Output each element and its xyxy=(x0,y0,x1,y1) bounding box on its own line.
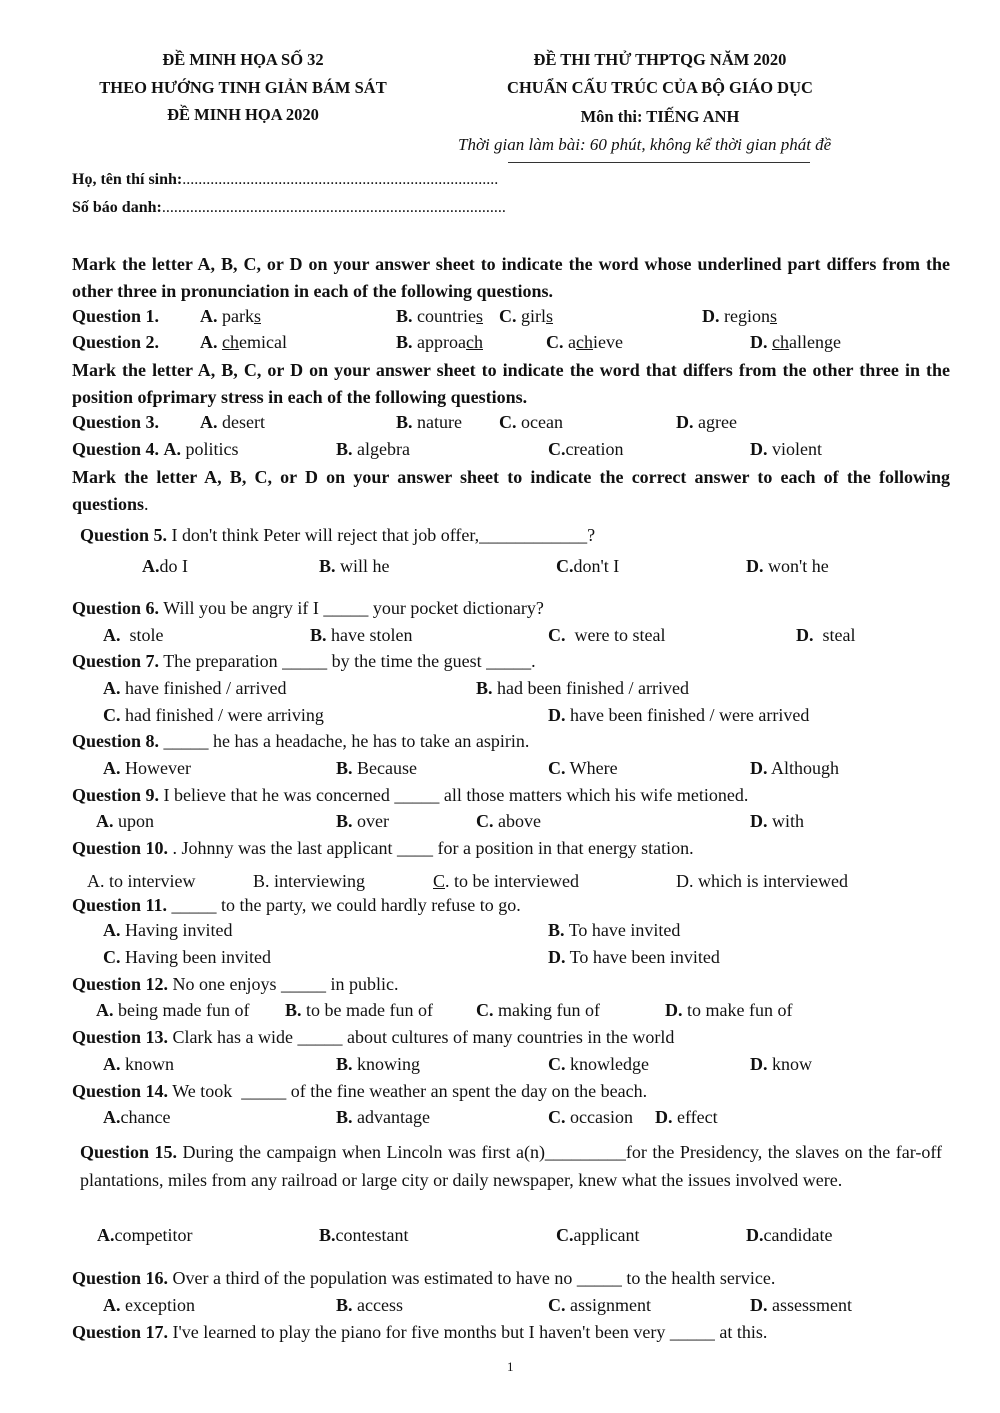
q1-label: Question 1. xyxy=(72,306,160,326)
q12-option-c: C. making fun of xyxy=(476,1000,600,1020)
q3-option-b: B. nature xyxy=(396,412,462,432)
q11-stem: Question 11. _____ to the party, we could hardly refuse to go. xyxy=(72,895,521,915)
q9-option-c: C. above xyxy=(476,811,541,831)
q6-option-c: C. were to steal xyxy=(548,625,666,645)
q12-option-a: A. being made fun of xyxy=(96,1000,250,1020)
page-number: 1 xyxy=(507,1359,514,1374)
q7-option-d: D. have been finished / were arrived xyxy=(548,705,810,725)
header-left-line1: ĐỀ MINH HỌA SỐ 32 xyxy=(162,50,324,69)
header-right-line3: Môn thi: TIẾNG ANH xyxy=(580,107,740,126)
header-divider xyxy=(508,162,810,163)
candidate-id-label: Số báo danh: xyxy=(72,199,162,216)
q3-label: Question 3. xyxy=(72,412,160,432)
q1-option-d: D. regions xyxy=(702,306,777,326)
q16-option-b: B. access xyxy=(336,1295,403,1315)
q2-option-a: A. chemical xyxy=(200,332,287,352)
q8-stem: Question 8. _____ he has a headache, he has to take an aspirin. xyxy=(72,731,530,751)
q16-stem: Question 16. Over a third of the population was estimated to have no _____ to the health service. xyxy=(72,1268,776,1288)
q8-option-c: C. Where xyxy=(548,758,618,778)
q6-option-d: D. steal xyxy=(796,625,856,645)
q2-option-d: D. challenge xyxy=(750,332,841,352)
header-right-line2: CHUẨN CẤU TRÚC CỦA BỘ GIÁO DỤC xyxy=(507,78,813,97)
q11-option-b: B. To have invited xyxy=(548,920,681,940)
q8-option-b: B. Because xyxy=(336,758,417,778)
q4-option-d: D. violent xyxy=(750,439,822,459)
q10-option-c: C. to be interviewed xyxy=(433,871,579,891)
q4-label-and-a: Question 4. A. politics xyxy=(72,439,239,459)
candidate-name-field: ............................................................................... xyxy=(182,171,499,188)
section-2-instruction: Mark the letter A, B, C, or D on your answer sheet to indicate the word that differs from the other three in the position ofprimary stress in each of the following questions. xyxy=(72,360,950,407)
q1-option-b: B. countries xyxy=(396,306,484,326)
q12-option-d: D. to make fun of xyxy=(665,1000,793,1020)
candidate-name-line xyxy=(72,171,498,189)
q13-option-b: B. knowing xyxy=(336,1054,421,1074)
q10-option-a: A. to interview xyxy=(87,871,196,891)
q5-option-a: A.do I xyxy=(142,556,188,576)
q5-option-d: D. won't he xyxy=(746,556,829,576)
candidate-name-label: Họ, tên thí sinh: xyxy=(72,171,183,188)
q15-stem: Question 15. During the campaign when Lincoln was first a(n)_________for the Presidency, the slaves on the far-off plantations, miles from any railroad or large city or daily newspaper, knew what the issues involved were. xyxy=(80,1142,942,1190)
section-1-instruction: Mark the letter A, B, C, or D on your answer sheet to indicate the word whose underlined part differs from the other three in pronunciation in each of the following questions. xyxy=(72,254,950,301)
q4-option-b: B. algebra xyxy=(336,439,410,459)
q5-option-c: C.don't I xyxy=(556,556,620,576)
q7-stem: Question 7. The preparation _____ by the time the guest _____. xyxy=(72,651,536,671)
q14-option-a: A.chance xyxy=(103,1107,171,1127)
q3-option-d: D. agree xyxy=(676,412,737,432)
q1-option-c: C. girls xyxy=(499,306,554,326)
q6-option-b: B. have stolen xyxy=(310,625,413,645)
section-3-instruction: Mark the letter A, B, C, or D on your answer sheet to indicate the correct answer to each of the following questions. xyxy=(72,467,950,514)
q14-option-c: C. occasion xyxy=(548,1107,633,1127)
q17-stem: Question 17. I've learned to play the piano for five months but I haven't been very _____ at this. xyxy=(72,1322,768,1342)
q12-stem: Question 12. No one enjoys _____ in public. xyxy=(72,974,399,994)
q9-option-b: B. over xyxy=(336,811,389,831)
q13-option-d: D. know xyxy=(750,1054,812,1074)
q11-option-c: C. Having been invited xyxy=(103,947,271,967)
q6-stem: Question 6. Will you be angry if I _____ your pocket dictionary? xyxy=(72,598,544,618)
q12-option-b: B. to be made fun of xyxy=(285,1000,433,1020)
q9-option-a: A. upon xyxy=(96,811,154,831)
q1-option-a: A. parks xyxy=(200,306,261,326)
q4-option-c: C.creation xyxy=(548,439,624,459)
q15-option-d: D.candidate xyxy=(746,1225,833,1245)
q3-option-c: C. ocean xyxy=(499,412,563,432)
q13-stem: Question 13. Clark has a wide _____ about cultures of many countries in the world xyxy=(72,1027,675,1047)
q16-option-d: D. assessment xyxy=(750,1295,852,1315)
q13-option-c: C. knowledge xyxy=(548,1054,649,1074)
q15-option-a: A.competitor xyxy=(97,1225,193,1245)
header-left-line2: THEO HƯỚNG TINH GIẢN BÁM SÁT xyxy=(99,78,387,97)
q5-stem: Question 5. I don't think Peter will reject that job offer,____________? xyxy=(80,525,596,545)
q6-option-a: A. stole xyxy=(103,625,164,645)
q16-option-c: C. assignment xyxy=(548,1295,651,1315)
header-right-line1: ĐỀ THI THỬ THPTQG NĂM 2020 xyxy=(533,50,787,69)
q7-option-a: A. have finished / arrived xyxy=(103,678,287,698)
q2-label: Question 2. xyxy=(72,332,160,352)
q3-option-a: A. desert xyxy=(200,412,265,432)
q10-option-d: D. which is interviewed xyxy=(676,871,848,891)
q14-stem: Question 14. We took _____ of the fine weather an spent the day on the beach. xyxy=(72,1081,648,1101)
q9-option-d: D. with xyxy=(750,811,805,831)
q15-option-b: B.contestant xyxy=(319,1225,409,1245)
q7-option-c: C. had finished / were arriving xyxy=(103,705,324,725)
q13-option-a: A. known xyxy=(103,1054,174,1074)
q11-option-d: D. To have been invited xyxy=(548,947,720,967)
q14-option-d: D. effect xyxy=(655,1107,718,1127)
q7-option-b: B. had been finished / arrived xyxy=(476,678,689,698)
q11-option-a: A. Having invited xyxy=(103,920,233,940)
header-left-line3: ĐỀ MINH HỌA 2020 xyxy=(167,105,319,124)
q9-stem: Question 9. I believe that he was concerned _____ all those matters which his wife metioned. xyxy=(72,785,749,805)
q10-stem: Question 10. . Johnny was the last applicant ____ for a position in that energy station. xyxy=(72,838,694,858)
q10-option-b: B. interviewing xyxy=(253,871,365,891)
q16-option-a: A. exception xyxy=(103,1295,195,1315)
q2-option-c: C. achieve xyxy=(546,332,623,352)
candidate-id-field: ...................................................................................... xyxy=(161,199,506,216)
q8-option-a: A. However xyxy=(103,758,191,778)
q2-option-b: B. approach xyxy=(396,332,483,352)
q8-option-d: D. Although xyxy=(750,758,840,778)
candidate-id-line xyxy=(72,199,506,217)
q15-option-c: C.applicant xyxy=(556,1225,640,1245)
q5-option-b: B. will he xyxy=(319,556,390,576)
q14-option-b: B. advantage xyxy=(336,1107,430,1127)
exam-time-note: Thời gian làm bài: 60 phút, không kể thời gian phát đề xyxy=(458,135,832,154)
